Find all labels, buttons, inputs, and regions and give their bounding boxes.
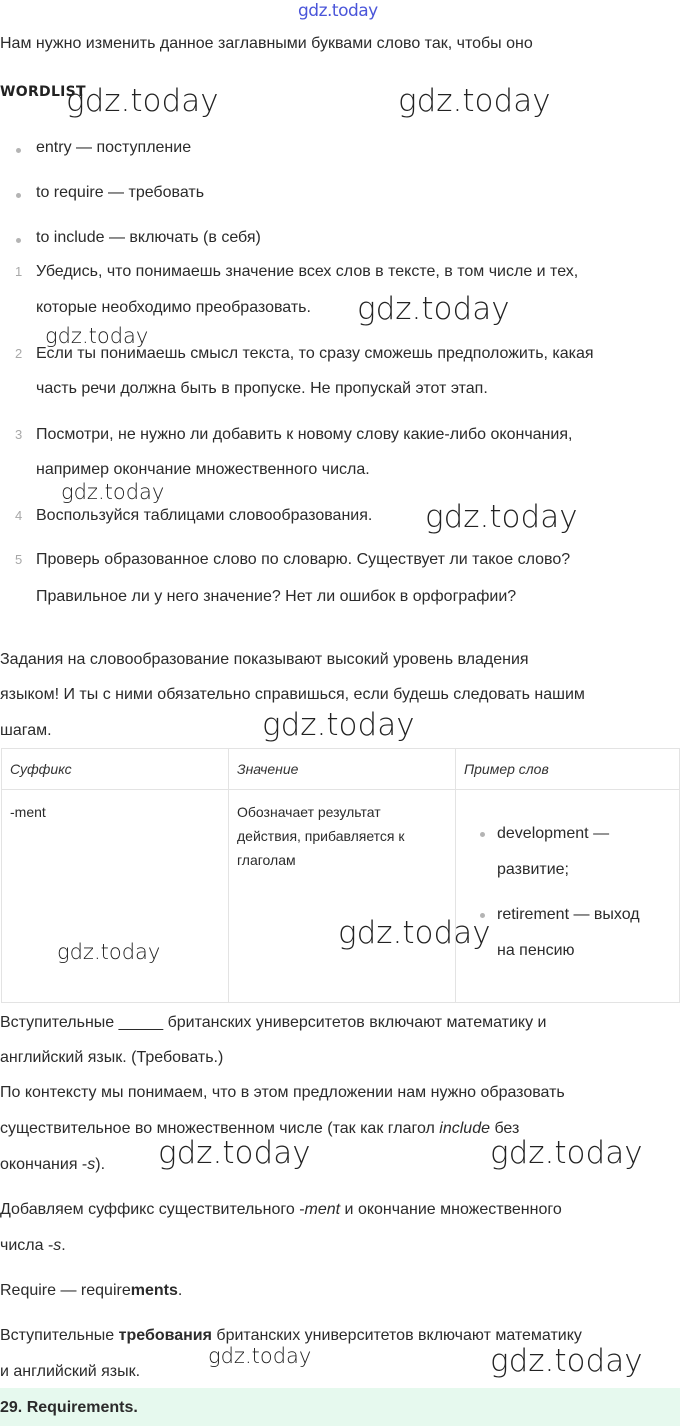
example-text: на пенсию — [497, 942, 575, 959]
answer-text: 29. Requirements. — [0, 1399, 138, 1416]
meaning-line: действия, прибавляется к — [237, 828, 405, 844]
example-text: retirement — выход — [497, 906, 640, 923]
suffix-text: -ment — [10, 804, 46, 820]
text-run: и окончание множественного — [340, 1201, 562, 1218]
watermark: gdz.today — [57, 940, 161, 964]
final-sentence: и английский язык. — [0, 1363, 141, 1380]
step-text: Правильное ли у него значение? Нет ли ошибок в орфографии? — [36, 588, 517, 605]
step-text: Посмотри, не нужно ли добавить к новому слову какие-либо окончания, — [36, 426, 573, 443]
watermark: gdz.today — [398, 83, 551, 119]
meaning-line: Обозначает результат — [237, 804, 381, 820]
watermark: gdz.today — [66, 83, 219, 119]
step-text: часть речи должна быть в пропуске. Не пропускай этот этап. — [36, 380, 488, 397]
intro-text: Нам нужно изменить данное заглавными буквами слово так, чтобы оно — [0, 35, 533, 52]
watermark: gdz.today — [490, 1343, 643, 1379]
text-run: существительное во множественном числе (так как глагол — [0, 1120, 440, 1137]
text-run: числа - — [0, 1237, 54, 1254]
step-number: 2 — [15, 346, 23, 361]
step-text: Если ты понимаешь смысл текста, то сразу сможешь предположить, какая — [36, 345, 594, 362]
explanation-text: По контексту мы понимаем, что в этом предложении нам нужно образовать — [0, 1084, 565, 1101]
table-row — [2, 790, 680, 1003]
meaning-line: глаголам — [237, 852, 296, 868]
step-text: которые необходимо преобразовать. — [36, 299, 311, 316]
watermark: gdz.today — [357, 291, 510, 327]
watermark: gdz.today — [490, 1135, 643, 1171]
table-cell-meaning — [229, 790, 456, 1003]
table-header-row — [2, 749, 680, 790]
watermark: gdz.today — [158, 1135, 311, 1171]
watermark: gdz.today — [338, 915, 491, 951]
watermark: gdz.today — [61, 480, 165, 504]
tasks-note-text: шагам. — [0, 722, 52, 739]
task-sentence: английский язык. (Требовать.) — [0, 1049, 224, 1066]
watermark: gdz.today — [262, 707, 415, 743]
text-run: без — [490, 1120, 520, 1137]
bullet-icon — [16, 148, 21, 153]
step-text: Убедись, что понимаешь значение всех слов в тексте, в том числе и тех, — [36, 263, 579, 280]
text-run: ). — [95, 1156, 106, 1173]
step-number: 5 — [15, 552, 23, 567]
text-run: Require — require — [0, 1282, 131, 1299]
text-run: окончания - — [0, 1156, 88, 1173]
text-run-italic: include — [439, 1120, 490, 1137]
wordlist-item: entry — поступление — [36, 139, 192, 156]
step-text: Проверь образованное слово по словарю. Существует ли такое слово? — [36, 551, 571, 568]
text-run-italic: s — [87, 1156, 96, 1173]
text-run: Добавляем суффикс существительного - — [0, 1201, 305, 1218]
suffix-note-text — [0, 1199, 562, 1221]
meaning-text — [237, 800, 447, 872]
text-run: Вступительные — [0, 1327, 119, 1344]
table-cell-examples — [456, 790, 680, 1003]
watermark: gdz.today — [425, 499, 578, 535]
suffix-note-text — [0, 1235, 66, 1257]
wordlist-item: to include — включать (в себя) — [36, 229, 261, 246]
text-run: . — [61, 1237, 66, 1254]
text-run-bold: ments — [130, 1282, 178, 1299]
table-header-cell: Значение — [229, 749, 456, 790]
bullet-icon — [480, 832, 485, 837]
step-number: 1 — [15, 264, 23, 279]
bullet-icon — [16, 193, 21, 198]
step-text: например окончание множественного числа. — [36, 461, 370, 478]
table-header-cell: Суффикс — [2, 749, 229, 790]
task-sentence: Вступительные _____ британских университетов включают математику и — [0, 1014, 547, 1031]
text-run-italic: ment — [304, 1201, 341, 1218]
text-run-italic: s — [53, 1237, 62, 1254]
wordlist-heading: WORDLIST — [0, 84, 86, 100]
suffix-table — [1, 748, 680, 1003]
bullet-icon — [16, 238, 21, 243]
top-watermark: gdz.today — [298, 1, 378, 21]
example-text: development — — [497, 825, 610, 842]
text-run: . — [177, 1282, 183, 1299]
explanation-text — [0, 1154, 105, 1176]
step-number: 3 — [15, 427, 23, 442]
step-text: Воспользуйся таблицами словообразования. — [36, 507, 373, 524]
tasks-note-text: Задания на словообразование показывают высокий уровень владения — [0, 651, 529, 668]
table-cell-suffix — [2, 790, 229, 1003]
step-number: 4 — [15, 508, 23, 523]
derivation-text — [0, 1280, 182, 1302]
tasks-note-text: языком! И ты с ними обязательно справишься, если будешь следовать нашим — [0, 686, 585, 703]
text-run: британских университетов включают математику — [211, 1327, 582, 1344]
watermark: gdz.today — [45, 324, 149, 348]
example-text: развитие; — [497, 861, 569, 878]
watermark: gdz.today — [208, 1344, 312, 1368]
table-header-cell: Пример слов — [456, 749, 680, 790]
text-run-bold: требования — [118, 1327, 212, 1344]
wordlist-item: to require — требовать — [36, 184, 205, 201]
